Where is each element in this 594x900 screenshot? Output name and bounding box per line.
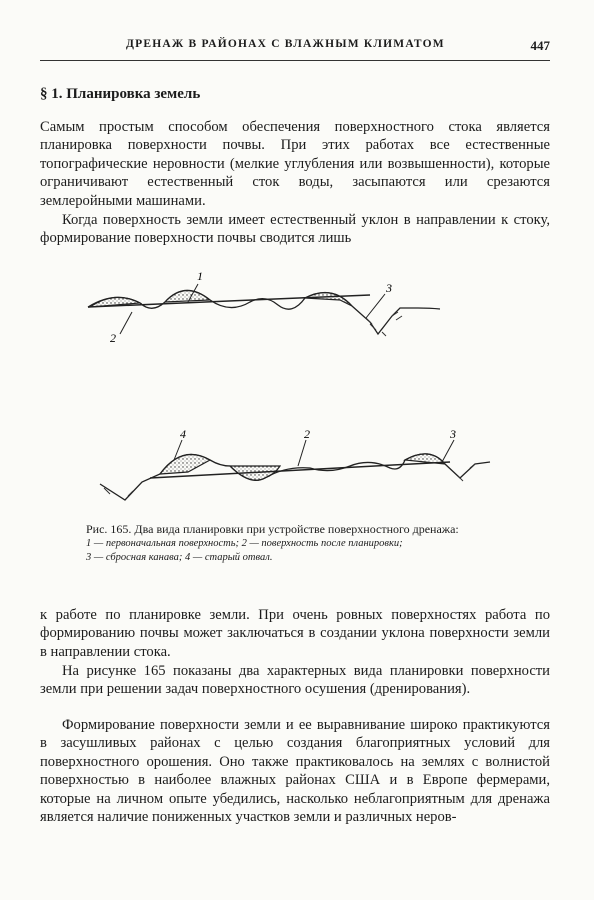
- caption-legend-1: 1 — первоначальная поверхность; 2 — поверхность после планировки;: [86, 537, 403, 549]
- label-2: 2: [110, 331, 116, 345]
- label-3-bottom: 3: [450, 427, 456, 441]
- label-1: 1: [197, 269, 203, 283]
- figure-caption: [86, 522, 526, 566]
- caption-title: Рис. 165. Два вида планировки при устройстве поверхностного дренажа:: [86, 522, 459, 536]
- label-2-bottom: 2: [304, 427, 310, 441]
- section-title: § 1. Планировка земель: [40, 86, 201, 102]
- paragraph-2: Когда поверхность земли имеет естественный уклон в направлении к стоку, формирование поверхности почвы сводится лишь: [40, 212, 550, 247]
- running-title: ДРЕНАЖ В РАЙОНАХ С ВЛАЖНЫМ КЛИМАТОМ: [126, 38, 445, 50]
- figure-top-diagram: [70, 262, 510, 362]
- paragraph-4: На рисунке 165 показаны два характерных вида планировки поверхности земли при решении задач поверхностного осушения (дренирования).: [40, 663, 550, 698]
- header-rule: [40, 60, 550, 61]
- original-surface-line: [88, 290, 440, 334]
- caption-legend-2: 3 — сбросная канава; 4 — старый отвал.: [86, 552, 273, 563]
- spoil-fill: [160, 454, 210, 474]
- page-number: 447: [530, 38, 550, 53]
- running-header: [40, 38, 550, 54]
- label-3: 3: [386, 281, 392, 295]
- paragraph-5: Формирование поверхности земли и ее выравнивание широко практикуются в засушливых районах с целью создания благоприятных условий для поверхностного орошения. Оно также практиковалось на землях с волнистой поверхностью в наиболее влажных районах США и в Европе фермерами, которые на личном опыте убедились, насколько неблагоприятным для дренажа является наличие пониженных участков земли и различных неров-: [40, 717, 550, 826]
- paragraph-1: Самым простым способом обеспечения поверхностного стока является планировка поверхности почвы. При этих работах все естественные топографические неровности (мелкие углубления или возвышенности), которые ограничивают естественный сток воды, засыпаются или срезаются землеройными машинами.: [40, 119, 550, 209]
- label-4: 4: [180, 427, 186, 441]
- paragraph-3: к работе по планировке земли. При очень ровных поверхностях работа по формированию почвы может заключаться в создании уклона поверхности земли в направлении стока.: [40, 607, 550, 660]
- figure-bottom-diagram: [70, 426, 510, 516]
- ditch-hatch: [366, 312, 402, 336]
